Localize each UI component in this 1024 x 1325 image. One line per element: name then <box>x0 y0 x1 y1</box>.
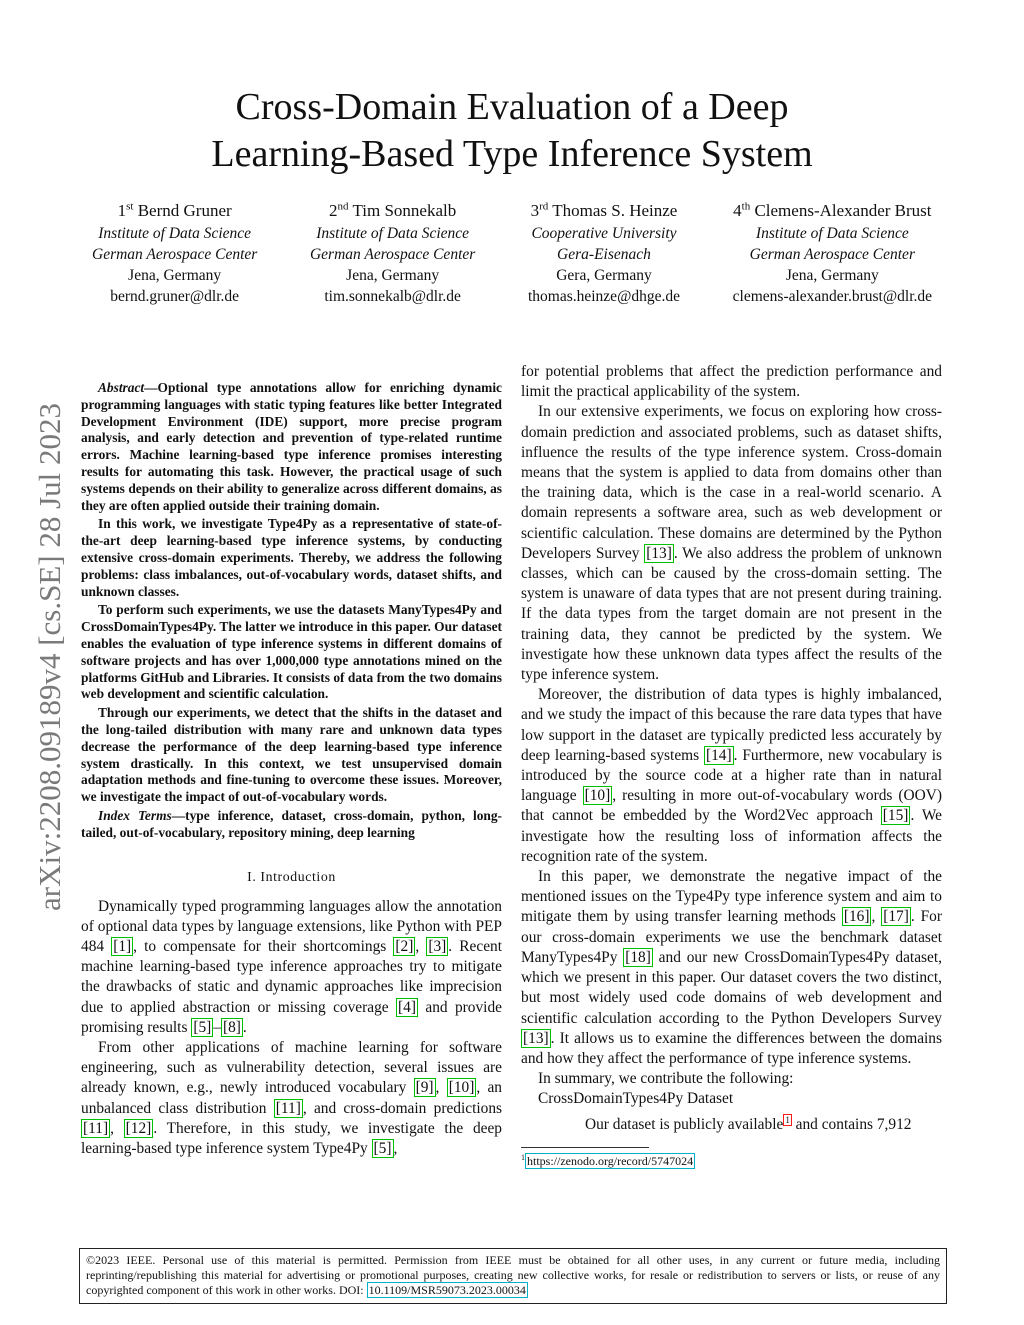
citation-link[interactable]: [1] <box>113 937 132 955</box>
copyright-text: ©2023 IEEE. Personal use of this material is permitted. Permission from IEEE must be obtained for all other uses, in any current or future media, including reprinting/republishing this material for advertising or promotional purposes, creating new collective works, for resale or redistribution to servers or lists, or reuse of any copyrighted component of this work in other works. DOI: <box>86 1253 940 1298</box>
citation-link[interactable]: [11] <box>83 1119 109 1137</box>
citation-link[interactable]: [8] <box>222 1018 241 1036</box>
section-heading-introduction: I. Introduction <box>247 868 336 884</box>
intro-paragraph-5 <box>521 867 942 1069</box>
doi-link[interactable]: 10.1109/MSR59073.2023.00034 <box>368 1283 526 1298</box>
text-run: and provide promising results <box>81 998 502 1036</box>
author-email: clemens-alexander.brust@dlr.de <box>732 288 932 305</box>
citation-link[interactable]: [2] <box>395 937 414 955</box>
author-affiliation: Institute of Data Science <box>316 225 470 242</box>
footnote-divider <box>521 1147 649 1148</box>
text-run: From other applications of machine learning for software engineering, such as vulnerability detection, several issues are already known, e.g., newly introduced vocabulary <box>81 1038 502 1097</box>
citation-link[interactable]: [11] <box>275 1099 301 1117</box>
text-run: Dynamically typed programming languages allow the annotation of optional data types by language extensions, like Python with PEP 484 <box>81 897 502 955</box>
author-name: Thomas S. Heinze <box>552 201 678 220</box>
text-run: , <box>110 1119 124 1137</box>
author-ordinal: 3 <box>530 201 540 220</box>
intro-paragraph-1 <box>81 897 502 1038</box>
author-4 <box>733 199 932 307</box>
text-run: . Therefore, in this study, we investigate the deep learning-based type inference system Type4Py <box>81 1119 502 1157</box>
text-run: In this paper, we demonstrate the negative impact of the mentioned issues on the Type4Py type inference system and aim to mitigate them by using transfer learning methods <box>521 868 942 926</box>
abstract-paragraph-1 <box>81 380 502 514</box>
author-organization: German Aerospace Center <box>749 246 915 263</box>
author-location: Jena, Germany <box>128 267 222 284</box>
author-1 <box>92 199 257 307</box>
citation-link[interactable]: [9] <box>415 1079 434 1097</box>
author-ordinal-suffix: rd <box>539 200 549 213</box>
author-2 <box>310 199 475 307</box>
text-run: Moreover, the distribution of data types is highly imbalanced, and we study the impact of this because the rare data types that have low support in the dataset are typically predicted less accurately by deep learning-based systems <box>521 686 942 764</box>
citation-link[interactable]: [13] <box>646 544 672 562</box>
author-name: Bernd Gruner <box>137 201 232 220</box>
abstract-label: Abstract <box>98 380 145 395</box>
text-run: – <box>213 1018 221 1036</box>
author-location: Gera, Germany <box>556 267 652 284</box>
citation-link[interactable]: [12] <box>125 1119 152 1137</box>
text-run: and our new CrossDomainTypes4Py dataset, which we present in this paper. Our dataset covers the two distinct, but most widely used code domains of web development and scientific calculation according to the Python Developers Survey <box>521 948 942 1027</box>
text-run: , <box>415 937 427 955</box>
copyright-notice <box>79 1248 947 1304</box>
author-affiliation: Cooperative University <box>531 225 677 242</box>
intro-paragraph-3 <box>521 402 942 685</box>
citation-link[interactable]: [13] <box>523 1029 549 1047</box>
footnote-mark: 1 <box>521 1152 525 1162</box>
text-run: . <box>242 1018 247 1036</box>
citation-link[interactable]: [3] <box>428 937 447 955</box>
arxiv-identifier: arXiv:2208.09189v4 [cs.SE] 28 Jul 2023 <box>32 402 67 912</box>
title-line-1: Cross-Domain Evaluation of a Deep <box>235 86 789 128</box>
footnote-url-link[interactable]: https://zenodo.org/record/5747024 <box>527 1153 694 1168</box>
author-name: Clemens-Alexander Brust <box>754 201 932 220</box>
author-email: tim.sonnekalb@dlr.de <box>324 288 461 305</box>
author-email: bernd.gruner@dlr.de <box>110 288 240 305</box>
text-run: . It allows us to examine the differences between the domains and how they affect the performance of type inference systems. <box>521 1029 942 1067</box>
index-terms-label: Index Terms <box>98 807 172 823</box>
text-run: , <box>871 908 882 926</box>
author-location: Jena, Germany <box>785 267 879 284</box>
text-run: , an unbalanced class distribution <box>81 1079 502 1117</box>
author-ordinal: 2 <box>329 201 338 220</box>
title-line-2: Learning-Based Type Inference System <box>211 133 813 175</box>
text-run: Our dataset is publicly available <box>585 1115 784 1133</box>
author-email: thomas.heinze@dhge.de <box>527 288 680 305</box>
text-run: , resulting in more out-of-vocabulary words (OOV) that cannot be embedded by the Word2Vec approach <box>521 787 942 825</box>
intro-paragraph-4 <box>521 685 942 867</box>
author-ordinal-suffix: nd <box>337 200 349 213</box>
abstract-text: —Optional type annotations allow for enriching dynamic programming languages with static typing features like better Integrated Development Environment (IDE) support, more precise program analysis, and early detection and prevention of type-related runtime errors. Machine learning-based type inference promises interesting results for automating this task. However, the practical usage of such systems depends on their ability to generalize across different domains, as they are often applied outside their training domain. <box>81 380 502 513</box>
text-run: . Furthermore, new vocabulary is introduced by the source code at a higher rate than in natural language <box>521 746 942 805</box>
intro-paragraph-2-continued: for potential problems that affect the prediction performance and limit the practical applicability of the system. <box>521 363 942 401</box>
intro-paragraph-6: In summary, we contribute the following: <box>538 1070 794 1088</box>
contribution-heading: CrossDomainTypes4Py Dataset <box>538 1090 734 1108</box>
right-column <box>521 362 942 1169</box>
abstract-paragraph-4: Through our experiments, we detect that the shifts in the dataset and the long-tailed distribution with many rare and unknown data types decrease the performance of the deep learning-based type inference system drastically. In this context, we test unsupervised domain adaptation methods and fine-tuning to overcome these issues. Moreover, we investigate the impact of out-of-vocabulary words. <box>81 705 502 805</box>
text-run: , and cross-domain predictions <box>302 1099 503 1117</box>
author-organization: German Aerospace Center <box>92 246 258 263</box>
author-affiliation: Institute of Data Science <box>755 225 909 242</box>
text-run: . For our cross-domain experiments we use the benchmark dataset ManyTypes4Py <box>521 908 942 966</box>
intro-paragraph-2 <box>81 1038 502 1159</box>
citation-link[interactable]: [10] <box>448 1079 475 1097</box>
citation-link[interactable]: [18] <box>625 948 651 966</box>
citation-link[interactable]: [5] <box>373 1139 392 1157</box>
author-ordinal: 4 <box>733 201 742 220</box>
contribution-paragraph <box>521 1110 942 1135</box>
text-run: In our extensive experiments, we focus on exploring how cross-domain prediction and associated problems, such as dataset shifts, influence the results of the type inference system. Cross-domain means that the system is applied to data from domains other than the training data, which is the case in a real-world scenario. A domain represents a software area, such as web development or scientific calculation. These domains are determined by the Python Developers Survey <box>521 403 942 562</box>
abstract-paragraph-3: To perform such experiments, we use the datasets ManyTypes4Py and CrossDomainTypes4Py. The latter we introduce in this paper. Our dataset enables the evaluation of type inference systems in different domains of software projects and has over 1,000,000 type annotations mined on the platforms GitHub and Libraries. It consists of data from the two domains web development and scientific calculation. <box>81 602 502 702</box>
text-run: , to compensate for their shortcomings <box>133 937 394 955</box>
citation-link[interactable]: [17] <box>883 908 909 926</box>
author-ordinal-suffix: th <box>741 200 751 213</box>
author-organization: German Aerospace Center <box>309 246 476 263</box>
citation-link[interactable]: [10] <box>584 787 611 805</box>
citation-link[interactable]: [16] <box>843 908 870 926</box>
footnote <box>521 1150 942 1169</box>
text-run: and contains 7,912 <box>791 1115 912 1133</box>
text-run: . We investigate how the resulting loss of information affects the recognition rate of the system. <box>521 807 943 865</box>
text-run: . Recent machine learning-based type inference approaches try to mitigate the drawbacks of static and dynamic approaches like imprecision due to applied abstraction or missing coverage <box>81 937 502 1016</box>
paper-title <box>0 84 1024 178</box>
author-block <box>92 199 932 307</box>
abstract-paragraph-2: In this work, we investigate Type4Py as a representative of state-of-the-art deep learning-based type inference systems, by conducting extensive cross-domain experiments. Thereby, we address the following problems: class imbalances, out-of-vocabulary words, dataset shifts, and unknown classes. <box>81 516 502 599</box>
citation-link[interactable]: [15] <box>882 807 909 825</box>
author-location: Jena, Germany <box>346 267 440 284</box>
footnote-link[interactable]: 1 <box>785 1114 790 1125</box>
author-ordinal: 1 <box>117 201 127 220</box>
citation-link[interactable]: [5] <box>193 1018 212 1036</box>
left-column <box>81 380 502 1159</box>
citation-link[interactable]: [4] <box>398 998 416 1016</box>
text-run: , <box>435 1079 447 1097</box>
text-run: . We also address the problem of unknown classes, which can be caused by the cross-domain setting. The system is unaware of data types that are not present during training. If the data types from the target domain are not present in the training data, they cannot be predicted by the system. We investigate how these unknown data types affect the results of the type inference system. <box>521 544 942 684</box>
index-terms <box>81 808 502 842</box>
author-name: Tim Sonnekalb <box>352 201 457 220</box>
author-ordinal-suffix: st <box>126 200 134 213</box>
text-run: , <box>393 1139 398 1157</box>
author-3 <box>528 199 680 307</box>
author-organization: Gera-Eisenach <box>557 246 651 263</box>
author-affiliation: Institute of Data Science <box>98 225 252 242</box>
citation-link[interactable]: [14] <box>705 746 732 764</box>
index-terms-text: —type inference, dataset, cross-domain, python, long-tailed, out-of-vocabulary, repository mining, deep learning <box>81 807 502 840</box>
